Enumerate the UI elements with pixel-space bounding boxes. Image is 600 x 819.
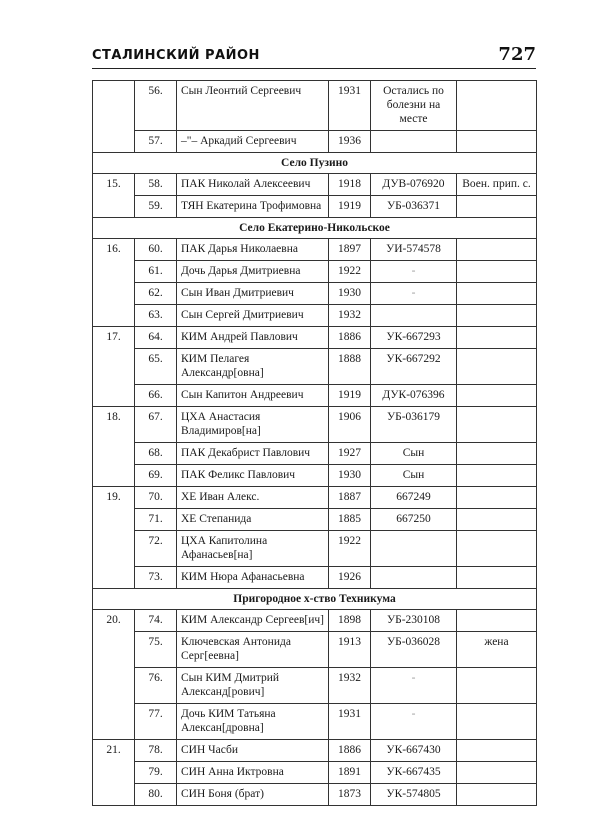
person-number-cell: 60. [135, 239, 177, 261]
birth-year-cell: 1885 [329, 509, 371, 531]
person-name-cell: Дочь Дарья Дмитриевна [177, 261, 329, 283]
document-cell: Сын [371, 443, 457, 465]
person-name-cell: Сын Леонтий Сергеевич [177, 81, 329, 131]
table-row [93, 509, 537, 531]
table-row [93, 443, 537, 465]
table-row [93, 261, 537, 283]
family-number-cell: 21. [93, 740, 135, 806]
birth-year-cell: 1898 [329, 610, 371, 632]
person-number-cell: 77. [135, 704, 177, 740]
person-name-cell: КИМ Нюра Афанасьевна [177, 567, 329, 589]
note-cell [457, 385, 537, 407]
table-row [93, 385, 537, 407]
person-number-cell: 69. [135, 465, 177, 487]
note-cell [457, 784, 537, 806]
note-cell [457, 465, 537, 487]
document-cell: УК-667292 [371, 349, 457, 385]
person-name-cell: –"– Аркадий Сергеевич [177, 131, 329, 153]
birth-year-cell: 1888 [329, 349, 371, 385]
note-cell [457, 531, 537, 567]
birth-year-cell: 1897 [329, 239, 371, 261]
note-cell [457, 305, 537, 327]
person-name-cell: Дочь КИМ Татьяна Алексан[дровна] [177, 704, 329, 740]
table-row [93, 239, 537, 261]
family-number-cell: 17. [93, 327, 135, 407]
birth-year-cell: 1887 [329, 487, 371, 509]
person-number-cell: 56. [135, 81, 177, 131]
person-name-cell: ПАК Дарья Николаевна [177, 239, 329, 261]
person-name-cell: Ключевская Антонида Серг[еевна] [177, 632, 329, 668]
person-name-cell: Сын Сергей Дмитриевич [177, 305, 329, 327]
person-number-cell: 76. [135, 668, 177, 704]
note-cell [457, 762, 537, 784]
section-header-row [93, 153, 537, 174]
table-row [93, 196, 537, 218]
table-row [93, 740, 537, 762]
table-row [93, 668, 537, 704]
note-cell [457, 668, 537, 704]
note-cell [457, 740, 537, 762]
table-row [93, 131, 537, 153]
birth-year-cell: 1922 [329, 261, 371, 283]
document-cell: - [371, 704, 457, 740]
person-number-cell: 67. [135, 407, 177, 443]
birth-year-cell: 1931 [329, 81, 371, 131]
person-number-cell: 61. [135, 261, 177, 283]
table-row [93, 407, 537, 443]
document-cell: Остались по болезни на месте [371, 81, 457, 131]
note-cell [457, 443, 537, 465]
person-name-cell: СИН Часби [177, 740, 329, 762]
family-number-cell [93, 81, 135, 153]
document-cell: УК-574805 [371, 784, 457, 806]
family-number-cell: 20. [93, 610, 135, 740]
birth-year-cell: 1913 [329, 632, 371, 668]
document-cell: - [371, 261, 457, 283]
person-number-cell: 78. [135, 740, 177, 762]
note-cell [457, 131, 537, 153]
document-cell: Сын [371, 465, 457, 487]
family-number-cell: 19. [93, 487, 135, 589]
person-number-cell: 71. [135, 509, 177, 531]
note-cell [457, 704, 537, 740]
person-name-cell: ТЯН Екатерина Трофимовна [177, 196, 329, 218]
document-cell [371, 531, 457, 567]
document-cell [371, 305, 457, 327]
document-cell: - [371, 283, 457, 305]
table-row [93, 327, 537, 349]
note-cell [457, 81, 537, 131]
document-cell: УБ-036028 [371, 632, 457, 668]
document-cell: УК-667430 [371, 740, 457, 762]
note-cell: жена [457, 632, 537, 668]
birth-year-cell: 1932 [329, 305, 371, 327]
birth-year-cell: 1873 [329, 784, 371, 806]
person-name-cell: ПАК Феликс Павлович [177, 465, 329, 487]
person-name-cell: СИН Боня (брат) [177, 784, 329, 806]
note-cell [457, 196, 537, 218]
person-name-cell: ХЕ Иван Алекс. [177, 487, 329, 509]
table-row [93, 610, 537, 632]
note-cell [457, 239, 537, 261]
note-cell [457, 261, 537, 283]
section-title: Село Екатерино-Никольское [93, 218, 537, 239]
document-cell: УБ-230108 [371, 610, 457, 632]
person-number-cell: 68. [135, 443, 177, 465]
document-cell: ДУВ-076920 [371, 174, 457, 196]
section-header-row [93, 218, 537, 239]
person-number-cell: 80. [135, 784, 177, 806]
birth-year-cell: 1931 [329, 704, 371, 740]
table-row [93, 784, 537, 806]
person-name-cell: ПАК Декабрист Павлович [177, 443, 329, 465]
birth-year-cell: 1886 [329, 740, 371, 762]
note-cell [457, 407, 537, 443]
note-cell [457, 567, 537, 589]
person-name-cell: КИМ Пелагея Александр[овна] [177, 349, 329, 385]
section-title: Пригородное х-ство Техникума [93, 589, 537, 610]
table-row [93, 349, 537, 385]
section-title: Село Пузино [93, 153, 537, 174]
note-cell [457, 487, 537, 509]
table-row [93, 174, 537, 196]
birth-year-cell: 1930 [329, 283, 371, 305]
person-name-cell: ПАК Николай Алексеевич [177, 174, 329, 196]
page-number: 727 [498, 44, 536, 65]
document-cell: 667249 [371, 487, 457, 509]
table-row [93, 632, 537, 668]
note-cell [457, 509, 537, 531]
document-cell: УК-667435 [371, 762, 457, 784]
table-row [93, 487, 537, 509]
person-number-cell: 58. [135, 174, 177, 196]
person-number-cell: 72. [135, 531, 177, 567]
document-cell: УИ-574578 [371, 239, 457, 261]
person-number-cell: 79. [135, 762, 177, 784]
person-number-cell: 64. [135, 327, 177, 349]
table-row [93, 704, 537, 740]
person-name-cell: КИМ Андрей Павлович [177, 327, 329, 349]
birth-year-cell: 1919 [329, 385, 371, 407]
person-name-cell: СИН Анна Иктровна [177, 762, 329, 784]
person-name-cell: Сын КИМ Дмитрий Александ[рович] [177, 668, 329, 704]
person-number-cell: 62. [135, 283, 177, 305]
register-body [93, 81, 537, 806]
table-row [93, 567, 537, 589]
note-cell [457, 327, 537, 349]
birth-year-cell: 1918 [329, 174, 371, 196]
birth-year-cell: 1936 [329, 131, 371, 153]
birth-year-cell: 1922 [329, 531, 371, 567]
note-cell [457, 283, 537, 305]
birth-year-cell: 1932 [329, 668, 371, 704]
person-number-cell: 75. [135, 632, 177, 668]
table-row [93, 283, 537, 305]
document-cell [371, 131, 457, 153]
birth-year-cell: 1919 [329, 196, 371, 218]
note-cell: Воен. прип. с. [457, 174, 537, 196]
note-cell [457, 349, 537, 385]
family-number-cell: 16. [93, 239, 135, 327]
person-number-cell: 73. [135, 567, 177, 589]
birth-year-cell: 1930 [329, 465, 371, 487]
document-cell: УБ-036371 [371, 196, 457, 218]
person-number-cell: 70. [135, 487, 177, 509]
person-name-cell: КИМ Александр Сергеев[ич] [177, 610, 329, 632]
person-number-cell: 74. [135, 610, 177, 632]
register-table [92, 80, 537, 806]
table-row [93, 305, 537, 327]
person-name-cell: ЦХА Анастасия Владимиров[на] [177, 407, 329, 443]
document-cell: ДУК-076396 [371, 385, 457, 407]
document-cell [371, 567, 457, 589]
person-name-cell: Сын Капитон Андреевич [177, 385, 329, 407]
document-cell: УК-667293 [371, 327, 457, 349]
birth-year-cell: 1927 [329, 443, 371, 465]
note-cell [457, 610, 537, 632]
birth-year-cell: 1906 [329, 407, 371, 443]
table-row [93, 465, 537, 487]
birth-year-cell: 1926 [329, 567, 371, 589]
person-name-cell: ЦХА Капитолина Афанасьев[на] [177, 531, 329, 567]
document-cell: УБ-036179 [371, 407, 457, 443]
document-cell: 667250 [371, 509, 457, 531]
person-name-cell: Сын Иван Дмитриевич [177, 283, 329, 305]
person-number-cell: 65. [135, 349, 177, 385]
person-name-cell: ХЕ Степанида [177, 509, 329, 531]
table-row [93, 81, 537, 131]
person-number-cell: 63. [135, 305, 177, 327]
page-header [92, 44, 536, 69]
person-number-cell: 59. [135, 196, 177, 218]
table-row [93, 531, 537, 567]
running-title: СТАЛИНСКИЙ РАЙОН [92, 48, 260, 63]
section-header-row [93, 589, 537, 610]
person-number-cell: 57. [135, 131, 177, 153]
family-number-cell: 15. [93, 174, 135, 218]
person-number-cell: 66. [135, 385, 177, 407]
document-cell: - [371, 668, 457, 704]
table-row [93, 762, 537, 784]
birth-year-cell: 1891 [329, 762, 371, 784]
birth-year-cell: 1886 [329, 327, 371, 349]
family-number-cell: 18. [93, 407, 135, 487]
